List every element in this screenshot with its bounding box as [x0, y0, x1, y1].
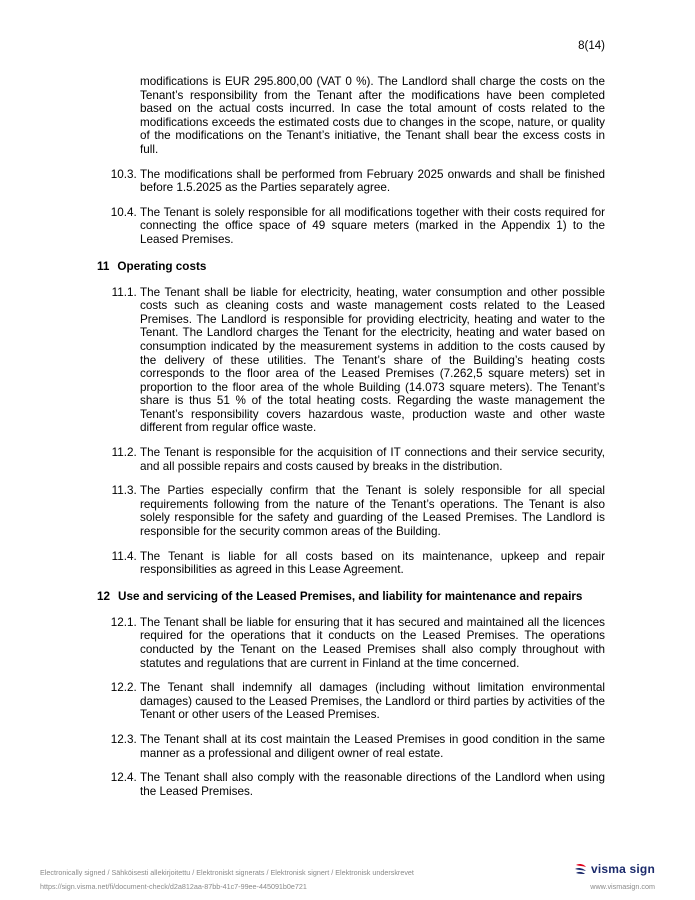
- section-heading-12: [97, 590, 605, 604]
- clause-number: 11.4.: [111, 549, 137, 563]
- clause-text: The Tenant is solely responsible for all modifications together with their costs required for connecting the office space of 49 square meters (marked in the Appendix 1) to the Leased Premises.: [140, 205, 605, 246]
- clause-number: 12.3.: [110, 732, 137, 746]
- clause-number: 11.3.: [111, 484, 137, 498]
- visma-logo-icon: [574, 862, 588, 876]
- clause-text: The Tenant is responsible for the acquisition of IT connections and their service security, and all possible repairs and costs caused by breaks in the distribution.: [140, 446, 605, 473]
- document-body: [97, 75, 605, 809]
- logo-text: visma sign: [590, 862, 655, 876]
- clause-10-3: [97, 168, 605, 195]
- clause-11-1: [97, 286, 605, 436]
- section-title: Use and servicing of the Leased Premises, and liability for maintenance and repairs: [118, 589, 583, 603]
- intro-paragraph-text: modifications is EUR 295.800,00 (VAT 0 %). The Landlord shall charge the costs on the Tenant’s responsibility from the Tenant after the modifications have been completed based on the actual costs incurred. In case the total amount of costs related to the modifications exceeds the estimated costs due to changes in the scope, nature, or quality of the modifications on the Tenant’s initiative, the Tenant shall bear the excess costs in full.: [140, 75, 605, 156]
- clause-12-3: [97, 733, 605, 760]
- clause-12-2: [97, 681, 605, 722]
- clause-11-4: [97, 550, 605, 577]
- clause-number: 12.2.: [110, 681, 137, 695]
- section-heading-11: [97, 260, 605, 274]
- clause-11-3: [97, 484, 605, 538]
- document-check-link[interactable]: https://sign.visma.net/fi/document-check/d2a812aa-87bb-41c7-99ee-445091b0e721: [40, 882, 307, 891]
- signed-notice: Electronically signed / Sähköisesti allekirjoitettu / Elektroniskt signerats / Elektronisk signert / Elektronisk underskrevet: [40, 868, 414, 877]
- clause-number: 11.2.: [111, 446, 137, 460]
- section-number: 11: [97, 259, 110, 273]
- visma-site-link[interactable]: www.vismasign.com: [590, 882, 655, 891]
- clause-text: The Tenant shall be liable for electricity, heating, water consumption and other possible costs such as cleaning costs and waste management costs related to the Leased Premises. The Landlord is responsible for providing electricity, heating and water to the Tenant. The Landlord charges the Tenant for the electricity, heating and water based on consumption indicated by the measurement systems in addition to the costs caused by the delivery of these utilities. The Tenant’s share of the Building’s heating costs corresponds to the floor area of the Leased Premises (7.262,5 square meters) set in proportion to the floor area of the whole Building (14.073 square meters). The Tenant’s share is thus 51 % of the total heating costs. Regarding the waste management the Tenant’s responsibility covers hazardous waste, production waste and other waste different from regular office waste.: [140, 285, 605, 435]
- clause-number: 10.4.: [110, 205, 137, 219]
- section-title: Operating costs: [117, 259, 207, 273]
- clause-12-4: [97, 771, 605, 798]
- clause-number: 10.3.: [110, 167, 137, 181]
- clause-12-1: [97, 616, 605, 670]
- clause-number: 12.1.: [110, 615, 137, 629]
- clause-text: The Tenant is liable for all costs based on its maintenance, upkeep and repair responsibilities as agreed in this Lease Agreement.: [140, 549, 605, 577]
- clause-text: The Tenant shall at its cost maintain the Leased Premises in good condition in the same manner as a professional and diligent owner of real estate.: [140, 732, 605, 760]
- page-number: 8(14): [578, 40, 605, 52]
- clause-10-4: [97, 206, 605, 247]
- clause-11-2: [97, 446, 605, 473]
- intro-paragraph: [97, 75, 605, 157]
- clause-text: The Parties especially confirm that the Tenant is solely responsible for all special requirements following from the nature of the Tenant’s operations. The Tenant is also solely responsible for the safety and guarding of the Leased Premises. The Landlord is responsible for the security common areas of the Building.: [140, 484, 605, 539]
- clause-text: The Tenant shall indemnify all damages (including without limitation environmental damages) caused to the Leased Premises, the Landlord or third parties by activities of the Tenant or other users of the Leased Premises.: [140, 681, 605, 722]
- clause-text: The Tenant shall be liable for ensuring that it has secured and maintained all the licences required for the operations that it conducts on the Leased Premises. The operations conducted by the Tenant on the Leased Premises shall also comply throughout with statutes and regulations that are current in Finland at the time concerned.: [140, 615, 605, 670]
- section-number: 12: [97, 589, 111, 603]
- clause-number: 11.1.: [111, 285, 137, 299]
- clause-text: The modifications shall be performed from February 2025 onwards and shall be finished before 1.5.2025 as the Parties separately agree.: [140, 167, 605, 195]
- clause-text: The Tenant shall also comply with the reasonable directions of the Landlord when using the Leased Premises.: [140, 771, 605, 798]
- clause-number: 12.4.: [110, 771, 137, 785]
- visma-sign-logo: [574, 862, 655, 876]
